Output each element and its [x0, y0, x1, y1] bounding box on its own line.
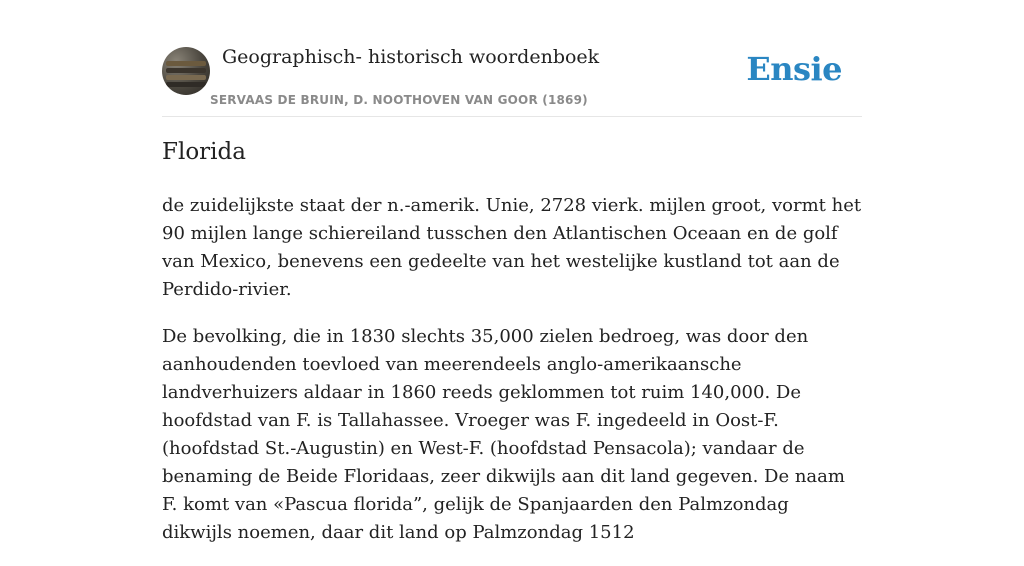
- entry-title: Florida: [162, 139, 246, 165]
- ensie-logo[interactable]: Ensie: [746, 50, 842, 88]
- book-spine: [166, 61, 206, 66]
- entry-paragraph: de zuidelijkste staat der n.-amerik. Unie, 2728 vierk. mijlen groot, vormt het 90 mijlen lange schiereiland tusschen den Atlantischen Oceaan en de golf van Mexico, benevens een gedeelte van het westelijke kustland tot aan de Perdido-rivier.: [162, 195, 862, 300]
- book-author: SERVAAS DE BRUIN, D. NOOTHOVEN VAN GOOR (1869): [210, 93, 588, 107]
- book-header: [162, 46, 862, 117]
- entry-paragraph: De bevolking, die in 1830 slechts 35,000 zielen bedroeg, was door den aanhoudenden toevloed van meerendeels anglo-amerikaansche landverhuizers aldaar in 1860 reeds geklommen tot ruim 140,000. De hoofdstad van F. is Tallahassee. Vroeger was F. ingedeeld in Oost-F. (hoofdstad St.-Augustin) en West-F. (hoofdstad Pensacola); vandaar de benaming de Beide Floridaas, zeer dikwijls aan dit land gegeven. De naam F. komt van «Pascua florida”, gelijk de Spanjaarden den Palmzondag dikwijls noemen, daar dit land op Palmzondag 1512: [162, 326, 845, 543]
- book-title-link[interactable]: Geographisch- historisch woordenboek: [222, 46, 600, 68]
- book-stack-icon[interactable]: [162, 47, 210, 95]
- book-spine: [166, 68, 206, 73]
- entry-content: [162, 192, 862, 566]
- book-spine: [166, 82, 206, 87]
- book-spine: [166, 75, 206, 80]
